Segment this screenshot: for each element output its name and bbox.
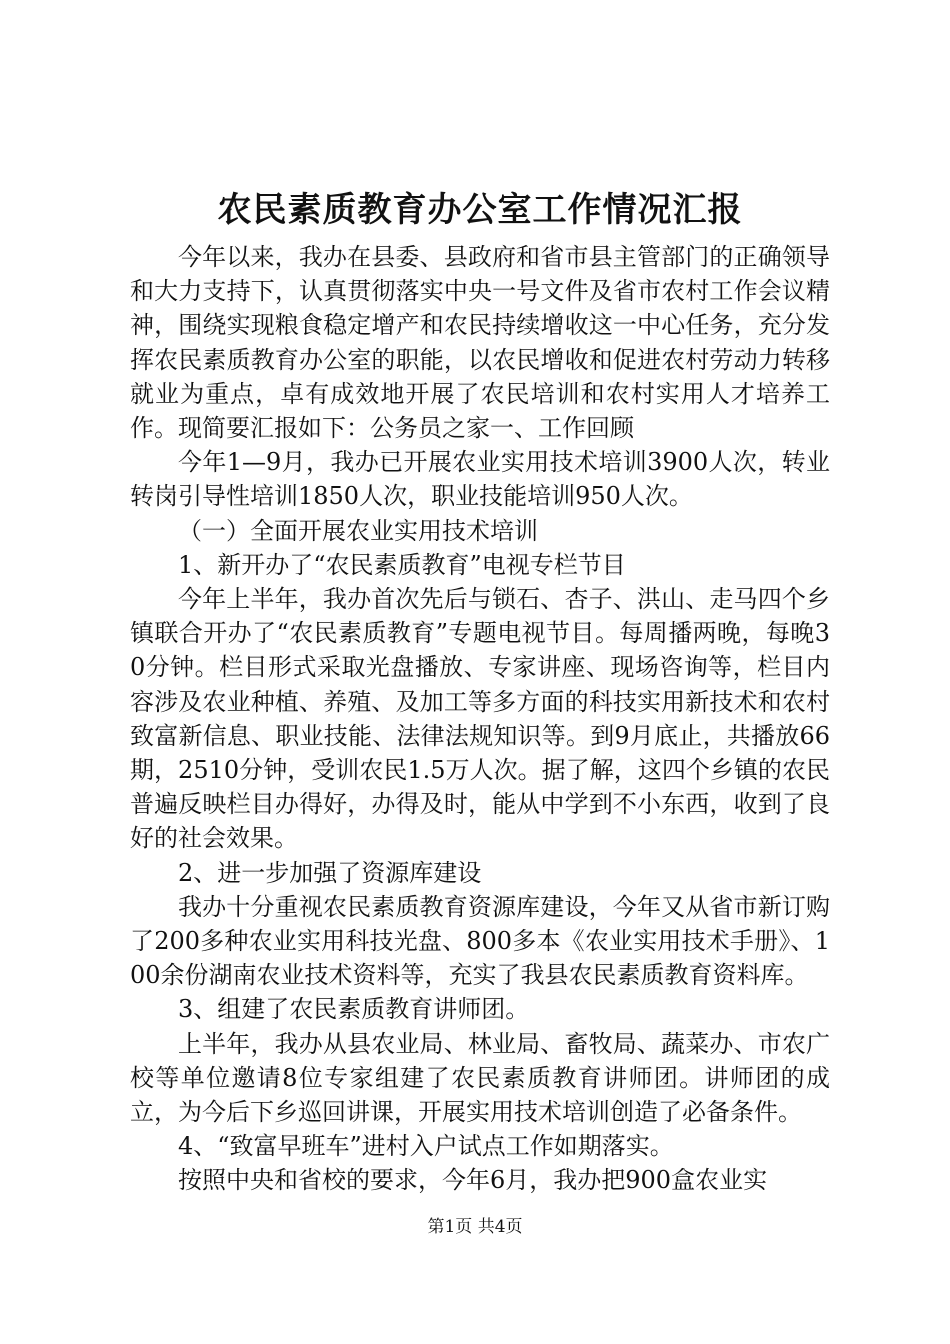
document-title: 农民素质教育办公室工作情况汇报 bbox=[217, 190, 743, 230]
paragraph-intro: 今年以来，我办在县委、县政府和省市县主管部门的正确领导和大力支持下，认真贯彻落实中央一号文件及省市农村工作会议精神，围绕实现粮食稳定增产和农民持续增收这一中心任务，充分发挥农民素质教育办公室的职能，以农民增收和促进农村劳动力转移就业为重点，卓有成效地开展了农民培训和农村实用人才培养工作。现简要汇报如下：公务员之家一、工作回顾 bbox=[130, 243, 830, 443]
subsection-heading-1: 1、新开办了“农民素质教育”电视专栏节目 bbox=[178, 550, 626, 579]
paragraph-lecturer-group: 上半年，我办从县农业局、林业局、畜牧局、蔬菜办、市农广校等单位邀请8位专家组建了农民素质教育讲师团。讲师团的成立，为今后下乡巡回讲课，开展实用技术培训创造了必备条件。 bbox=[130, 1029, 830, 1127]
subsection-heading-3: 3、组建了农民素质教育讲师团。 bbox=[178, 995, 530, 1024]
paragraph-resource-library: 我办十分重视农民素质教育资源库建设，今年又从省市新订购了200多种农业实用科技光盘、800多本《农业实用技术手册》、100余份湖南农业技术资料等，充实了我县农民素质教育资料库。 bbox=[130, 892, 830, 990]
document-page bbox=[130, 180, 830, 1198]
paragraph-summary: 今年1—9月，我办已开展农业实用技术培训3900人次，转业转岗引导性培训1850人次，职业技能培训950人次。 bbox=[130, 448, 830, 511]
document-body bbox=[130, 240, 830, 1198]
page-footer: 第1页 共4页 bbox=[427, 1217, 523, 1237]
paragraph-early-bus: 按照中央和省校的要求，今年6月，我办把900盒农业实 bbox=[178, 1166, 768, 1195]
subsection-heading-2: 2、进一步加强了资源库建设 bbox=[178, 858, 482, 887]
paragraph-tv-program: 今年上半年，我办首次先后与锁石、杏子、洪山、走马四个乡镇联合开办了“农民素质教育”专题电视节目。每周播两晚，每晚30分钟。栏目形式采取光盘播放、专家讲座、现场咨询等，栏目内容涉及农业种植、养殖、及加工等多方面的科技实用新技术和农村致富新信息、职业技能、法律法规知识等。到9月底止，共播放66期，2510分钟，受训农民1.5万人次。据了解，这四个乡镇的农民普遍反映栏目办得好，办得及时，能从中学到不小东西，收到了良好的社会效果。 bbox=[130, 585, 830, 853]
section-heading-1: （一）全面开展农业实用技术培训 bbox=[178, 516, 538, 545]
subsection-heading-4: 4、“致富早班车”进村入户试点工作如期落实。 bbox=[178, 1132, 674, 1161]
